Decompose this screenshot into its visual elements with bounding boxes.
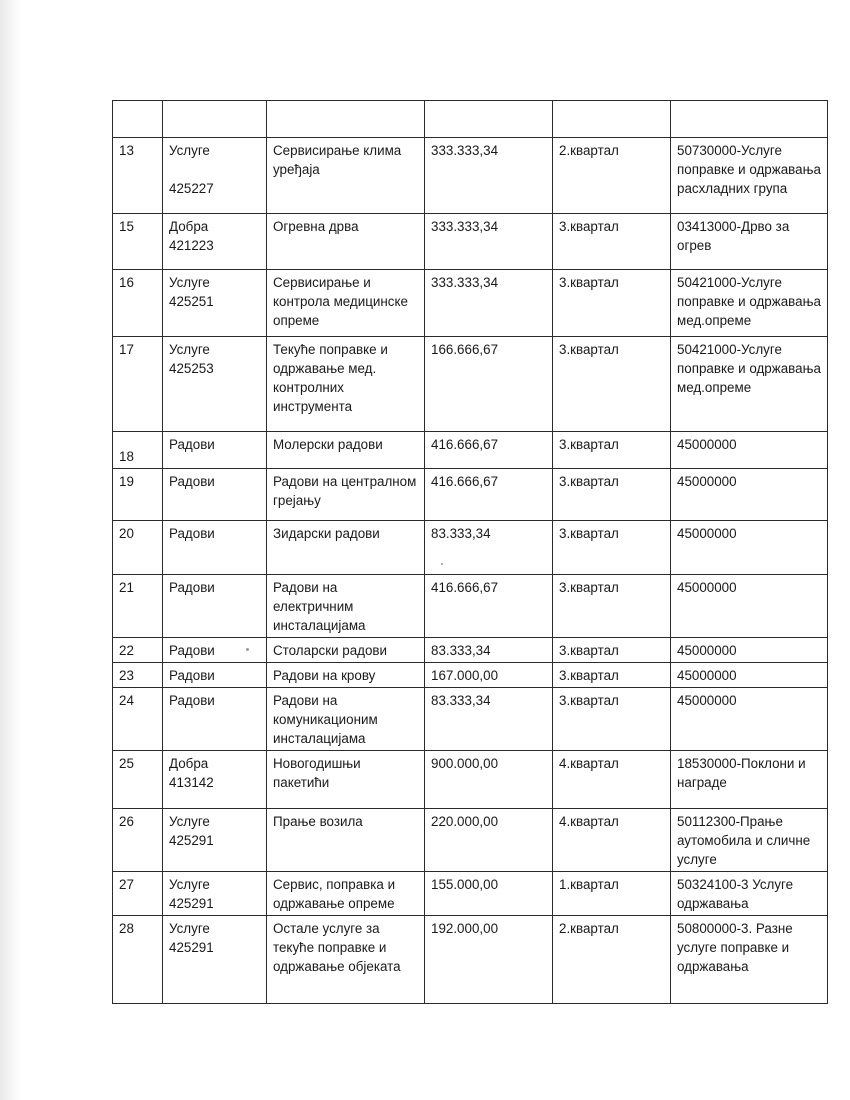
description-cell: Сервисирање и контрола медицинске опреме — [267, 270, 425, 337]
category-cell — [163, 751, 267, 809]
category-cell — [163, 688, 267, 751]
quarter-cell: 3.квартал — [553, 521, 671, 575]
account-code: 425253 — [169, 361, 214, 376]
cpv-code-cell: 50421000-Услуге поправке и одржавања мед.опреме — [671, 337, 828, 432]
category-cell — [163, 270, 267, 337]
category-type: Радови — [169, 693, 215, 708]
amount-cell: 83.333,34 — [425, 521, 553, 575]
row-number-cell: 24 — [113, 688, 163, 751]
row-number-cell: 25 — [113, 751, 163, 809]
description-cell: Прање возила — [267, 809, 425, 872]
description-cell: Радови на електричним инсталацијама — [267, 575, 425, 638]
row-number-cell: 18 — [113, 432, 163, 469]
description-cell: Остале услуге за текуће поправке и одржавање објеката — [267, 916, 425, 1004]
category-type: Услуге — [169, 877, 210, 892]
table-row — [113, 809, 828, 872]
category-type: Радови — [169, 580, 215, 595]
amount-cell: 155.000,00 — [425, 872, 553, 916]
table-row — [113, 214, 828, 270]
cpv-code-cell: 45000000 — [671, 469, 828, 521]
account-code: 425291 — [169, 940, 214, 955]
cpv-code-cell: 50730000-Услуге поправке и одржавања расхладних група — [671, 138, 828, 214]
amount-cell: 900.000,00 — [425, 751, 553, 809]
row-number-cell: 17 — [113, 337, 163, 432]
description-cell: Столарски радови — [267, 638, 425, 663]
account-code: 425251 — [169, 294, 214, 309]
table-row — [113, 916, 828, 1004]
table-row — [113, 638, 828, 663]
table-row — [113, 575, 828, 638]
table-row — [113, 521, 828, 575]
cpv-code-cell: 45000000 — [671, 575, 828, 638]
row-number-cell: 15 — [113, 214, 163, 270]
row-number-cell: 28 — [113, 916, 163, 1004]
cpv-code-cell: 50800000-3. Разне услуге поправке и одржавања — [671, 916, 828, 1004]
description-cell: Новогодишњи пакетићи — [267, 751, 425, 809]
header-cell — [163, 101, 267, 138]
account-code: 425227 — [169, 181, 214, 196]
amount-cell: 83.333,34 — [425, 638, 553, 663]
description-cell: Зидарски радови — [267, 521, 425, 575]
cpv-code-cell: 45000000 — [671, 688, 828, 751]
description-cell: Молерски радови — [267, 432, 425, 469]
category-cell — [163, 214, 267, 270]
cpv-code-cell: 18530000-Поклони и награде — [671, 751, 828, 809]
account-code: 425291 — [169, 896, 214, 911]
quarter-cell: 2.квартал — [553, 916, 671, 1004]
row-number-cell: 23 — [113, 663, 163, 688]
quarter-cell: 3.квартал — [553, 270, 671, 337]
quarter-cell: 3.квартал — [553, 688, 671, 751]
quarter-cell: 3.квартал — [553, 432, 671, 469]
table-row — [113, 432, 828, 469]
category-type: Радови — [169, 526, 215, 541]
description-cell: Текуће поправке и одржавање мед. контролних инструмента — [267, 337, 425, 432]
amount-cell: 333.333,34 — [425, 214, 553, 270]
quarter-cell: 3.квартал — [553, 663, 671, 688]
category-type: Услуге — [169, 143, 210, 158]
table-row — [113, 751, 828, 809]
amount-cell: 416.666,67 — [425, 432, 553, 469]
procurement-plan-table — [112, 100, 828, 1004]
table-header-row — [113, 101, 828, 138]
category-cell — [163, 521, 267, 575]
cpv-code-cell: 45000000 — [671, 432, 828, 469]
table-row — [113, 872, 828, 916]
account-code: 425291 — [169, 833, 214, 848]
quarter-cell: 3.квартал — [553, 469, 671, 521]
quarter-cell: 4.квартал — [553, 751, 671, 809]
amount-cell: 167.000,00 — [425, 663, 553, 688]
description-cell: Радови на централном грејању — [267, 469, 425, 521]
quarter-cell: 3.квартал — [553, 638, 671, 663]
category-cell — [163, 809, 267, 872]
scan-speck — [441, 563, 443, 565]
category-cell — [163, 469, 267, 521]
amount-cell: 333.333,34 — [425, 270, 553, 337]
cpv-code-cell: 03413000-Дрво за огрев — [671, 214, 828, 270]
amount-cell: 220.000,00 — [425, 809, 553, 872]
quarter-cell: 3.квартал — [553, 337, 671, 432]
row-number-cell: 21 — [113, 575, 163, 638]
category-type: Добра — [169, 756, 209, 771]
quarter-cell: 3.квартал — [553, 214, 671, 270]
row-number-cell: 22 — [113, 638, 163, 663]
row-number-cell: 16 — [113, 270, 163, 337]
category-type: Радови — [169, 437, 215, 452]
category-cell — [163, 872, 267, 916]
category-type: Добра — [169, 219, 209, 234]
table-row — [113, 663, 828, 688]
category-cell — [163, 432, 267, 469]
header-cell — [113, 101, 163, 138]
description-cell: Сервис, поправка и одржавање опреме — [267, 872, 425, 916]
row-number-cell: 20 — [113, 521, 163, 575]
category-type: Услуге — [169, 921, 210, 936]
category-cell — [163, 337, 267, 432]
quarter-cell: 4.квартал — [553, 809, 671, 872]
category-cell — [163, 638, 267, 663]
description-cell: Огревна дрва — [267, 214, 425, 270]
cpv-code-cell: 45000000 — [671, 638, 828, 663]
header-cell — [553, 101, 671, 138]
table-row — [113, 138, 828, 214]
description-cell: Радови на комуникационим инсталацијама — [267, 688, 425, 751]
category-cell — [163, 138, 267, 214]
header-cell — [425, 101, 553, 138]
quarter-cell: 1.квартал — [553, 872, 671, 916]
account-code: 421223 — [169, 238, 214, 253]
cpv-code-cell: 50324100-3 Услуге одржавања — [671, 872, 828, 916]
cpv-code-cell: 50421000-Услуге поправке и одржавања мед.опреме — [671, 270, 828, 337]
category-cell — [163, 575, 267, 638]
category-cell — [163, 663, 267, 688]
description-cell: Сервисирање клима уређаја — [267, 138, 425, 214]
description-cell: Радови на крову — [267, 663, 425, 688]
amount-cell: 333.333,34 — [425, 138, 553, 214]
table-row — [113, 688, 828, 751]
table-row — [113, 469, 828, 521]
category-cell — [163, 916, 267, 1004]
amount-cell: 192.000,00 — [425, 916, 553, 1004]
cpv-code-cell: 45000000 — [671, 521, 828, 575]
amount-cell: 166.666,67 — [425, 337, 553, 432]
cpv-code-cell: 45000000 — [671, 663, 828, 688]
category-type: Услуге — [169, 814, 210, 829]
quarter-cell: 3.квартал — [553, 575, 671, 638]
row-number-cell: 13 — [113, 138, 163, 214]
amount-cell: 83.333,34 — [425, 688, 553, 751]
row-number-cell: 19 — [113, 469, 163, 521]
category-type: Радови — [169, 474, 215, 489]
category-type: Услуге — [169, 342, 210, 357]
header-cell — [267, 101, 425, 138]
amount-cell: 416.666,67 — [425, 575, 553, 638]
category-type: Радови — [169, 643, 215, 658]
row-number-cell: 26 — [113, 809, 163, 872]
category-type: Услуге — [169, 275, 210, 290]
cpv-code-cell: 50112300-Прање аутомобила и сличне услуге — [671, 809, 828, 872]
scan-shadow-edge — [0, 0, 22, 1100]
amount-cell: 416.666,67 — [425, 469, 553, 521]
table-row — [113, 270, 828, 337]
header-cell — [671, 101, 828, 138]
account-code: 413142 — [169, 775, 214, 790]
quarter-cell: 2.квартал — [553, 138, 671, 214]
row-number-cell: 27 — [113, 872, 163, 916]
category-type: Радови — [169, 668, 215, 683]
scan-speck — [246, 648, 249, 651]
table-row — [113, 337, 828, 432]
